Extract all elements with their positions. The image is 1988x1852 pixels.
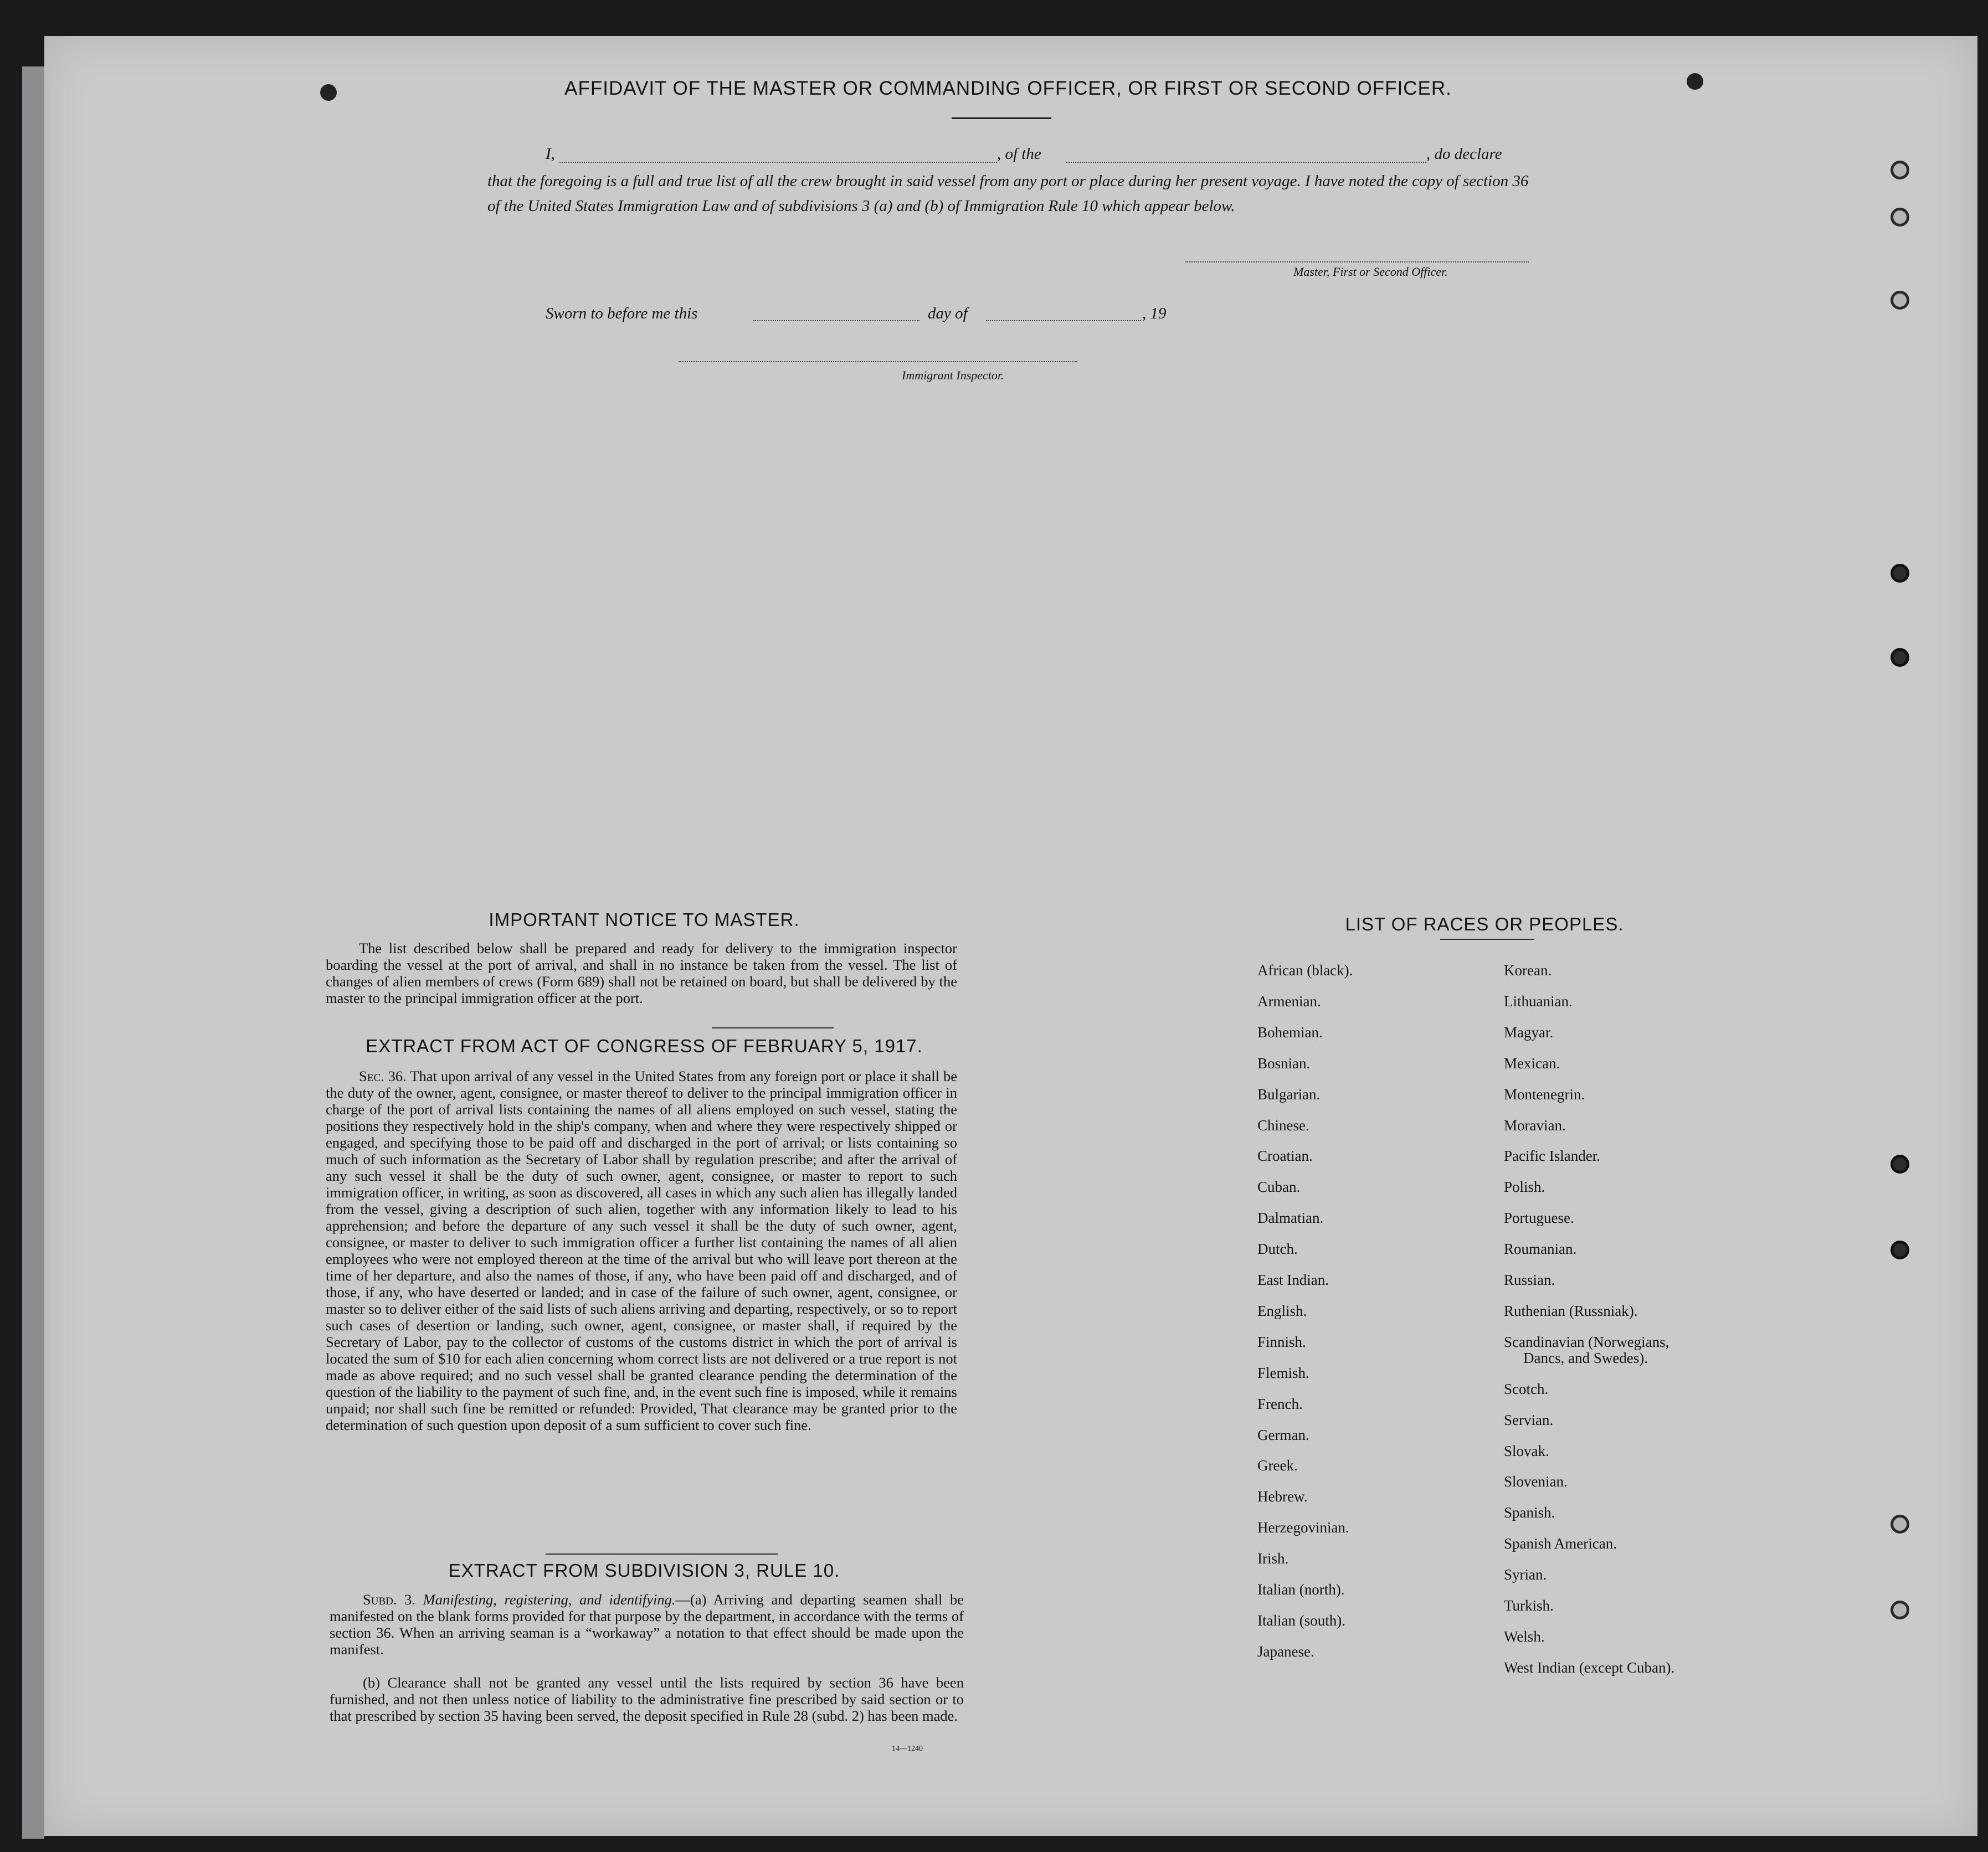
inspector-signature-field[interactable] bbox=[679, 361, 1077, 362]
race-item: Welsh. bbox=[1504, 1628, 1545, 1645]
vessel-field[interactable] bbox=[1066, 162, 1426, 163]
race-item: Scotch. bbox=[1504, 1380, 1549, 1397]
binder-hole-icon bbox=[1891, 208, 1909, 227]
race-item: Flemish. bbox=[1257, 1364, 1309, 1381]
divider bbox=[712, 1027, 834, 1028]
notice-text: The list described below shall be prepared and ready for delivery to the immigration inspector boarding the vessel at the port of arrival, and shall in no instance be taken from the vessel. The list of changes of alien members of crews (Form 689) shall not be retained on board, but shall be delivered by the master to the principal immigration officer at the port. bbox=[326, 940, 957, 1006]
affidavit-text: that the foregoing is a full and true list of all the crew brought in said vessel from any port or place during her present voyage. I have noted the copy of section 36 of the United States Immigration Law and of subdivisions 3 (a) and (b) of Immigration Rule 10 which appear below. bbox=[487, 172, 1529, 215]
binder-hole-icon bbox=[1891, 1241, 1909, 1259]
race-item: Russian. bbox=[1504, 1272, 1555, 1288]
officer-signature-caption: Master, First or Second Officer. bbox=[1293, 265, 1448, 279]
divider bbox=[546, 1553, 778, 1555]
race-item: Magyar. bbox=[1504, 1023, 1554, 1041]
race-item: African (black). bbox=[1257, 962, 1353, 979]
race-item: Bosnian. bbox=[1257, 1054, 1311, 1072]
sworn-day-field[interactable] bbox=[753, 320, 919, 321]
race-item: Roumanian. bbox=[1504, 1241, 1577, 1258]
race-item: Lithuanian. bbox=[1504, 992, 1573, 1010]
race-item: English. bbox=[1257, 1302, 1307, 1319]
race-item: West Indian (except Cuban). bbox=[1504, 1659, 1675, 1676]
rule-extract-title: EXTRACT FROM SUBDIVISION 3, RULE 10. bbox=[448, 1560, 840, 1581]
race-item: Pacific Islander. bbox=[1504, 1148, 1600, 1165]
declaration-of: , of the bbox=[997, 145, 1041, 163]
section-text: That upon arrival of any vessel in the United States from any foreign port or place it shall be the duty of the owner, agent, consignee, or master thereof to deliver to the principal immigration officer in charge of the port of arrival lists containing the names of all aliens employed on such vessel, stating the positions they respectively hold in the ship's company, when and where they were respectively shipped or engaged, and specifying those to be paid off and discharged in the port of arrival; or lists containing so much of such information as the Secretary of Labor shall by regulation prescribe; and after the arrival of any such vessel it shall be the duty of such owner, agent, consignee, or master to report to such immigration officer, in writing, as soon as discovered, all cases in which any such alien has illegally landed from the vessel, giving a description of such alien, together with any information likely to lead to his apprehension; and before the departure of any such vessel it shall be the duty of such owner, agent, consignee, or master to deliver to such immigration officer a further list containing the names of all alien employees who were not employed thereon at the time of the arrival but who will leave port thereon at the time of her departure, and also the names of those, if any, who have been paid off and discharged, and of those, if any, who have deserted or landed; and in case of the failure of such owner, agent, consignee, or master so to deliver either of the said lists of such aliens arriving and departing, respectively, or so to report such cases of desertion or landing, such owner, agent, consignee, or master shall, if required by the Secretary of Labor, pay to the collector of customs of the customs district in which the port of arrival is located the sum of $10 for each alien concerning whom correct lists are not delivered or a true report is not made as above required; and no such vessel shall be granted clearance pending the determination of the question of the liability to the payment of such fine, and, in the event such fine is imposed, while it remains unpaid; nor shall such fine be remitted or refunded: Provided, That clearance may be granted prior to the determination of such question upon deposit of a sum sufficient to cover such fine. bbox=[326, 1068, 957, 1433]
race-item: Moravian. bbox=[1504, 1117, 1566, 1134]
paper-edge bbox=[22, 66, 44, 1839]
form-number: 14—1240 bbox=[892, 1745, 923, 1753]
notice-title: IMPORTANT NOTICE TO MASTER. bbox=[489, 909, 800, 930]
name-field[interactable] bbox=[559, 162, 997, 163]
pin-mark-icon bbox=[1687, 73, 1703, 90]
binder-hole-icon bbox=[1891, 564, 1909, 583]
divider bbox=[952, 117, 1051, 119]
sworn-label: Sworn to before me this bbox=[546, 305, 698, 322]
inspector-signature-caption: Immigrant Inspector. bbox=[902, 368, 1004, 382]
race-item: Spanish American. bbox=[1504, 1535, 1617, 1552]
race-item: Ruthenian (Russniak). bbox=[1504, 1302, 1638, 1319]
race-item: Hebrew. bbox=[1257, 1488, 1308, 1505]
race-item: Italian (north). bbox=[1257, 1581, 1345, 1598]
race-item: Bohemian. bbox=[1257, 1023, 1323, 1041]
race-item: Irish. bbox=[1257, 1550, 1289, 1567]
declaration-start: I, bbox=[546, 145, 555, 163]
race-item: Montenegrin. bbox=[1504, 1086, 1585, 1103]
race-item: Spanish. bbox=[1504, 1504, 1555, 1521]
race-item: Cuban. bbox=[1257, 1179, 1301, 1196]
race-item: German. bbox=[1257, 1426, 1309, 1443]
binder-hole-icon bbox=[1891, 1155, 1909, 1174]
divider bbox=[1440, 939, 1534, 940]
race-item: Chinese. bbox=[1257, 1117, 1309, 1134]
race-item: Polish. bbox=[1504, 1179, 1545, 1196]
race-item: Slovak. bbox=[1504, 1442, 1549, 1459]
officer-signature-field[interactable] bbox=[1185, 261, 1529, 263]
race-item: Bulgarian. bbox=[1257, 1086, 1321, 1103]
race-item: Scandinavian (Norwegians, bbox=[1504, 1333, 1669, 1350]
race-item: Armenian. bbox=[1257, 992, 1321, 1010]
race-item: Japanese. bbox=[1257, 1643, 1314, 1660]
binder-hole-icon bbox=[1891, 161, 1909, 179]
binder-hole-icon bbox=[1891, 648, 1909, 667]
subd-heading: Manifesting, registering, and identifying. bbox=[423, 1591, 676, 1608]
race-item: Korean. bbox=[1504, 962, 1552, 979]
section-label: Sec. 36. bbox=[359, 1068, 407, 1084]
act-section-36 bbox=[326, 1068, 957, 1433]
race-item: Dalmatian. bbox=[1257, 1210, 1324, 1227]
sworn-month-field[interactable] bbox=[986, 320, 1141, 321]
binder-hole-icon bbox=[1891, 1601, 1909, 1619]
race-item: Greek. bbox=[1257, 1457, 1298, 1474]
race-item: Portuguese. bbox=[1504, 1210, 1574, 1227]
act-extract-title: EXTRACT FROM ACT OF CONGRESS OF FEBRUARY 5, 1917. bbox=[366, 1036, 923, 1056]
race-item: Dutch. bbox=[1257, 1241, 1298, 1258]
binder-hole-icon bbox=[1891, 291, 1909, 310]
race-item: Croatian. bbox=[1257, 1148, 1313, 1165]
race-item: French. bbox=[1257, 1395, 1303, 1412]
race-item: Slovenian. bbox=[1504, 1473, 1568, 1490]
race-item: East Indian. bbox=[1257, 1272, 1329, 1288]
day-of-label: day of bbox=[928, 305, 968, 322]
race-item: Syrian. bbox=[1504, 1566, 1547, 1583]
race-item: Mexican. bbox=[1504, 1054, 1560, 1072]
year-label: , 19 bbox=[1142, 305, 1167, 322]
pin-mark-icon bbox=[320, 84, 337, 101]
races-title: LIST OF RACES OR PEOPLES. bbox=[1345, 914, 1624, 934]
subd-label: Subd. 3. bbox=[363, 1591, 416, 1608]
binder-hole-icon bbox=[1891, 1515, 1909, 1534]
race-item: Dancs, and Swedes). bbox=[1523, 1349, 1648, 1366]
race-item: Servian. bbox=[1504, 1411, 1554, 1428]
race-item: Finnish. bbox=[1257, 1333, 1306, 1350]
race-item: Turkish. bbox=[1504, 1597, 1554, 1614]
race-item: Italian (south). bbox=[1257, 1612, 1345, 1629]
subd-a-text: —(a) Arriving and departing seamen shall be manifested on the blank forms provided for that purpose by the department, in accordance with the terms of section 36. When an arriving seaman is a “workaway” a notation to that effect should be made upon the manifest. bbox=[330, 1591, 964, 1658]
declaration-end: , do declare bbox=[1426, 145, 1502, 163]
rule-subd-a bbox=[330, 1591, 964, 1658]
rule-subd-b: (b) Clearance shall not be granted any vessel until the lists required by section 36 have been furnished, and not then unless notice of liability to the administrative fine prescribed by said section or to that prescribed by section 35 having been served, the deposit specified in Rule 28 (subd. 2) has been made. bbox=[330, 1674, 964, 1724]
affidavit-title: AFFIDAVIT OF THE MASTER OR COMMANDING OFFICER, OR FIRST OR SECOND OFFICER. bbox=[564, 78, 1452, 99]
race-item: Herzegovinian. bbox=[1257, 1519, 1349, 1536]
